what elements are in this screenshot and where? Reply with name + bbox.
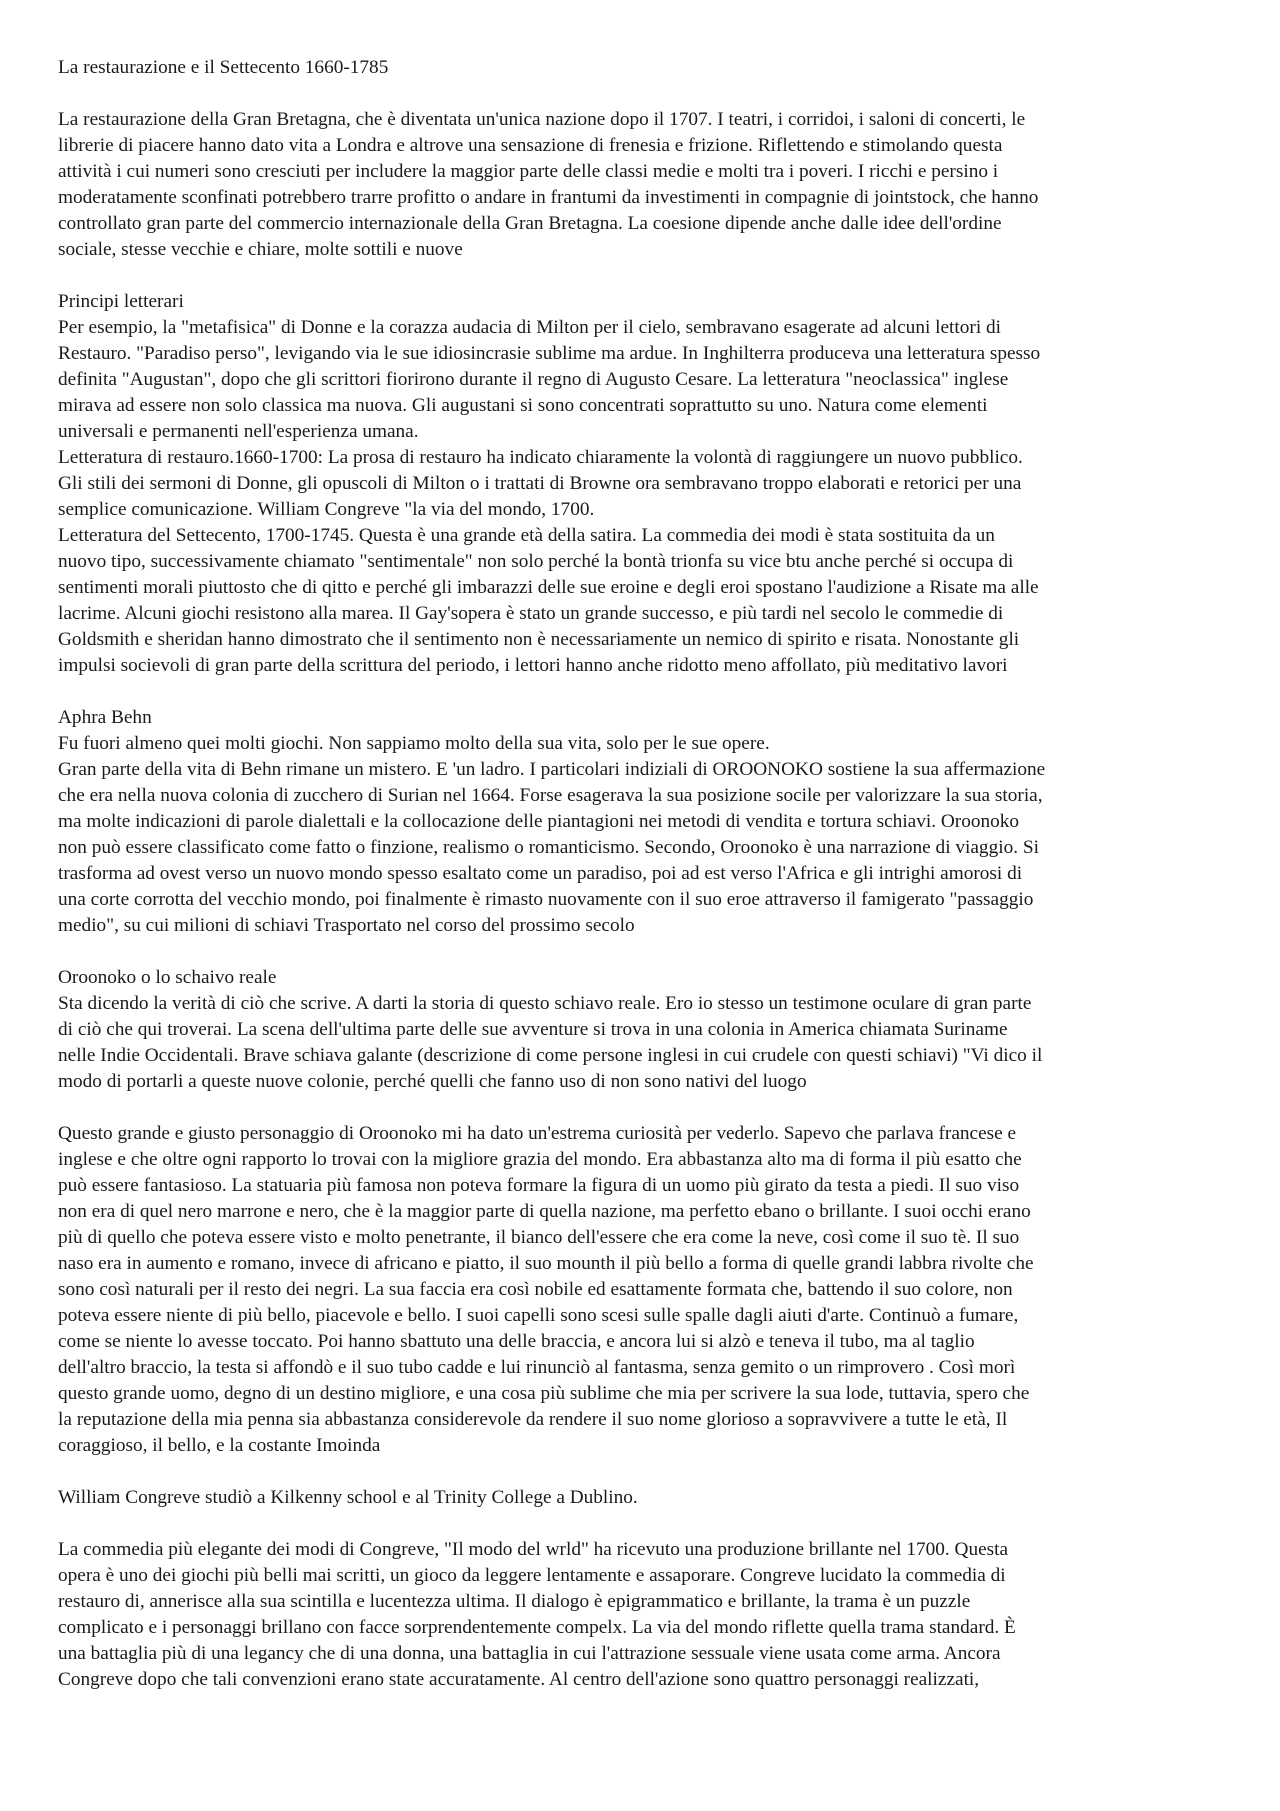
text-line: più di quello che poteva essere visto e molto penetrante, il bianco dell'essere che era come la neve, così come il suo tè. Il suo [58, 1227, 1020, 1248]
text-line: dell'altro braccio, la testa si affondò e il suo tubo cadde e lui rinunciò al fantasma, senza gemito o un rimprovero . Così morì [58, 1357, 1016, 1378]
text-line: Fu fuori almeno quei molti giochi. Non sappiamo molto della sua vita, solo per le sue opere. [58, 733, 770, 754]
text-line: Sta dicendo la verità di ciò che scrive. A darti la storia di questo schiavo reale. Ero io stesso un testimone oculare di gran parte [58, 993, 1032, 1014]
text-line: restauro di, annerisce alla sua scintilla e lucentezza ultima. Il dialogo è epigrammatico e brillante, la trama è un puzzle [58, 1591, 971, 1612]
text-line: Letteratura del Settecento, 1700-1745. Questa è una grande età della satira. La commedia dei modi è stata sostituita da un [58, 525, 995, 546]
text-line: impulsi socievoli di gran parte della scrittura del periodo, i lettori hanno anche ridotto meno affollato, più meditativo lavori [58, 655, 1008, 676]
text-line: sentimenti morali piuttosto che di qitto e perché gli imbarazzi delle sue eroine e degli eroi spostano l'audizione a Risate ma alle [58, 577, 1039, 598]
text-line: poteva essere niente di più bello, piacevole e bello. I suoi capelli sono scesi sulle spalle dagli aiuti d'arte. Continuò a fumare, [58, 1305, 1019, 1326]
text-line: può essere fantasioso. La statuaria più famosa non poteva formare la figura di un uomo più girato da testa a piedi. Il suo viso [58, 1175, 1020, 1196]
text-line: sono così naturali per il resto dei negri. La sua faccia era così nobile ed esattamente formata che, battendo il suo colore, non [58, 1279, 1013, 1300]
document-title [58, 55, 1222, 81]
text-line: sociale, stesse vecchie e chiare, molte sottili e nuove [58, 239, 463, 260]
paragraph-spacer [58, 1459, 1222, 1485]
text-line: medio", su cui milioni di schiavi Trasportato nel corso del prossimo secolo [58, 915, 635, 936]
text-line: ma molte indicazioni di parole dialettali e la collocazione delle piantagioni nei metodi di vendita e tortura schiavi. Oroonoko [58, 811, 1020, 832]
text-line: librerie di piacere hanno dato vita a Londra e altrove una sensazione di frenesia e frizione. Riflettendo e stimolando questa [58, 135, 1003, 156]
text-line: Questo grande e giusto personaggio di Oroonoko mi ha dato un'estrema curiosità per vederlo. Sapevo che parlava francese e [58, 1123, 1017, 1144]
text-line: La restaurazione e il Settecento 1660-1785 [58, 57, 389, 78]
paragraph-spacer [58, 1511, 1222, 1537]
text-line: non può essere classificato come fatto o finzione, realismo o romanticismo. Secondo, Oroonoko è una narrazione di viaggio. Si [58, 837, 1039, 858]
text-line: La restaurazione della Gran Bretagna, che è diventata un'unica nazione dopo il 1707. I teatri, i corridoi, i saloni di concerti, le [58, 109, 1026, 130]
text-line: Per esempio, la "metafisica" di Donne e la corazza audacia di Milton per il cielo, sembravano esagerate ad alcuni lettori di [58, 317, 1002, 338]
text-line: di ciò che qui troverai. La scena dell'ultima parte delle sue avventure si trova in una colonia in America chiamata Suriname [58, 1019, 1008, 1040]
text-line: modo di portarli a queste nuove colonie, perché quelli che fanno uso di non sono nativi del luogo [58, 1071, 807, 1092]
text-line: una battaglia più di una legancy che di una donna, una battaglia in cui l'attrazione sessuale viene usata come arma. Ancora [58, 1643, 1001, 1664]
text-line: lacrime. Alcuni giochi resistono alla marea. Il Gay'sopera è stato un grande successo, e più tardi nel secolo le commedie di [58, 603, 1004, 624]
paragraph [58, 1485, 1222, 1511]
text-line: questo grande uomo, degno di un destino migliore, e una cosa più sublime che mia per scrivere la sua lode, tuttavia, spero che [58, 1383, 1030, 1404]
text-line: Oroonoko o lo schaivo reale [58, 967, 277, 988]
text-line: semplice comunicazione. William Congreve "la via del mondo, 1700. [58, 499, 595, 520]
paragraph-spacer [58, 1095, 1222, 1121]
text-line: definita "Augustan", dopo che gli scrittori fiorirono durante il regno di Augusto Cesare. La letteratura "neoclassica" inglese [58, 369, 1009, 390]
paragraph [58, 1537, 1222, 1693]
text-line: mirava ad essere non solo classica ma nuova. Gli augustani si sono concentrati soprattutto su uno. Natura come elementi [58, 395, 988, 416]
text-line: attività i cui numeri sono cresciuti per includere la maggior parte delle classi medie e molti tra i poveri. I ricchi e persino i [58, 161, 999, 182]
paragraph-spacer [58, 81, 1222, 107]
text-line: Congreve dopo che tali convenzioni erano state accuratamente. Al centro dell'azione sono quattro personaggi realizzati, [58, 1669, 980, 1690]
text-line: William Congreve studiò a Kilkenny school e al Trinity College a Dublino. [58, 1487, 638, 1508]
text-line: che era nella nuova colonia di zucchero di Surian nel 1664. Forse esagerava la sua posizione socile per valorizzare la sua storia, [58, 785, 1043, 806]
paragraph [58, 705, 1222, 939]
text-line: Goldsmith e sheridan hanno dimostrato che il sentimento non è necessariamente un nemico di spirito e risata. Nonostante gli [58, 629, 1020, 650]
text-line: La commedia più elegante dei modi di Congreve, "Il modo del wrld" ha ricevuto una produzione brillante nel 1700. Questa [58, 1539, 1009, 1560]
text-line: nelle Indie Occidentali. Brave schiava galante (descrizione di come persone inglesi in cui crudele con questi schiavi) "Vi dico il [58, 1045, 1043, 1066]
text-line: Restauro. "Paradiso perso", levigando via le sue idiosincrasie sublime ma ardue. In Inghilterra produceva una letteratura spesso [58, 343, 1041, 364]
text-line: inglese e che oltre ogni rapporto lo trovai con la migliore grazia del mondo. Era abbastanza alto ma di forma il più esatto che [58, 1149, 1022, 1170]
document-page [58, 55, 1222, 1693]
text-line: Gran parte della vita di Behn rimane un mistero. E 'un ladro. I particolari indiziali di OROONOKO sostiene la sua affermazione [58, 759, 1046, 780]
text-line: Gli stili dei sermoni di Donne, gli opuscoli di Milton o i trattati di Browne ora sembravano troppo elaborati e retorici per una [58, 473, 1022, 494]
text-line: la reputazione della mia penna sia abbastanza considerevole da rendere il suo nome glorioso a sopravvivere a tutte le età, Il [58, 1409, 1008, 1430]
text-line: come se niente lo avesse toccato. Poi hanno sbattuto una delle braccia, e ancora lui si alzò e teneva il tubo, ma al taglio [58, 1331, 975, 1352]
text-line: naso era in aumento e romano, invece di africano e piatto, il suo mounth il più bello a forma di quelle grandi labbra rivolte che [58, 1253, 1034, 1274]
text-line: non era di quel nero marrone e nero, che è la maggior parte di quella nazione, ma perfetto ebano o brillante. I suoi occhi erano [58, 1201, 1031, 1222]
paragraph [58, 289, 1222, 679]
paragraph [58, 107, 1222, 263]
text-line: coraggioso, il bello, e la costante Imoinda [58, 1435, 381, 1456]
text-line: moderatamente sconfinati potrebbero trarre profitto o andare in frantumi da investimenti in compagnie di jointstock, che hanno [58, 187, 1039, 208]
text-line: nuovo tipo, successivamente chiamato "sentimentale" non solo perché la bontà trionfa su vice btu anche perché si occupa di [58, 551, 1014, 572]
text-line: Aphra Behn [58, 707, 152, 728]
text-line: Letteratura di restauro.1660-1700: La prosa di restauro ha indicato chiaramente la volontà di raggiungere un nuovo pubblico. [58, 447, 1023, 468]
text-line: trasforma ad ovest verso un nuovo mondo spesso esaltato come un paradiso, poi ad est verso l'Africa e gli intrighi amorosi di [58, 863, 1023, 884]
text-line: opera è uno dei giochi più belli mai scritti, un gioco da leggere lentamente e assaporare. Congreve lucidato la commedia di [58, 1565, 1006, 1586]
paragraph-spacer [58, 263, 1222, 289]
text-line: controllato gran parte del commercio internazionale della Gran Bretagna. La coesione dipende anche dalle idee dell'ordine [58, 213, 1002, 234]
paragraph [58, 965, 1222, 1095]
paragraph-spacer [58, 939, 1222, 965]
paragraph-spacer [58, 679, 1222, 705]
text-line: una corte corrotta del vecchio mondo, poi finalmente è rimasto nuovamente con il suo eroe attraverso il famigerato "passaggio [58, 889, 1034, 910]
text-line: complicato e i personaggi brillano con facce sorprendentemente compelx. La via del mondo riflette quella trama standard. È [58, 1617, 1016, 1638]
text-line: Principi letterari [58, 291, 184, 312]
text-line: universali e permanenti nell'esperienza umana. [58, 421, 419, 442]
paragraph [58, 1121, 1222, 1459]
